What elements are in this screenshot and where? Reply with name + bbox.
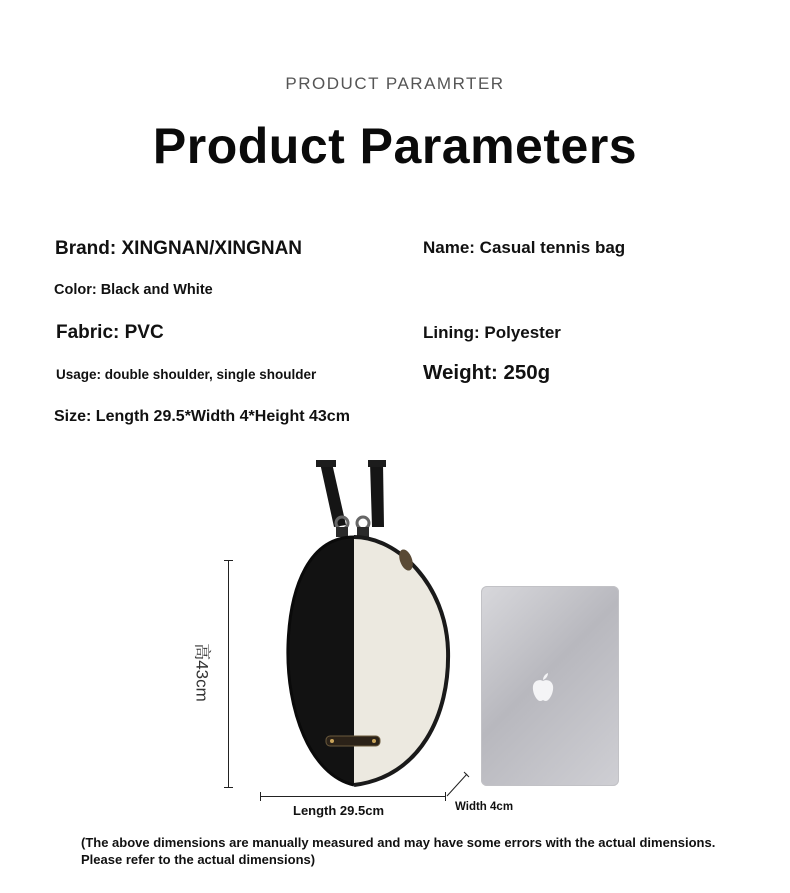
param-name: Name: Casual tennis bag xyxy=(423,238,626,257)
param-weight: Weight: 250g xyxy=(423,361,551,384)
height-dimension-cap-top xyxy=(224,560,233,561)
page-title: Product Parameters xyxy=(152,118,638,174)
height-dimension-line xyxy=(228,560,229,788)
dimension-note: (The above dimensions are manually measured and may have some errors with the actual dimensions. Please refer to the actual dimensions) xyxy=(81,835,716,867)
bag-body-black xyxy=(288,537,354,785)
param-lining: Lining: Polyester xyxy=(423,323,561,342)
page-subtitle: PRODUCT PARAMRTER xyxy=(285,74,505,93)
apple-logo-icon xyxy=(528,672,558,704)
width-dimension-line xyxy=(444,770,470,800)
param-fabric: Fabric: PVC xyxy=(56,322,164,343)
length-dimension-line xyxy=(260,796,446,797)
bag-strap-right xyxy=(370,463,384,527)
width-label: Width 4cm xyxy=(455,801,514,813)
param-brand: Brand: XINGNAN/XINGNAN xyxy=(55,238,303,259)
length-dimension-cap-left xyxy=(260,792,261,801)
tennis-bag-image xyxy=(250,455,470,795)
length-label: Length 29.5cm xyxy=(293,803,385,818)
param-color: Color: Black and White xyxy=(54,282,213,298)
height-label: 高43cm xyxy=(192,643,212,702)
bag-body-white xyxy=(354,537,448,785)
param-size: Size: Length 29.5*Width 4*Height 43cm xyxy=(54,408,350,425)
param-usage: Usage: double shoulder, single shoulder xyxy=(56,367,317,382)
height-dimension-cap-bottom xyxy=(224,787,233,788)
